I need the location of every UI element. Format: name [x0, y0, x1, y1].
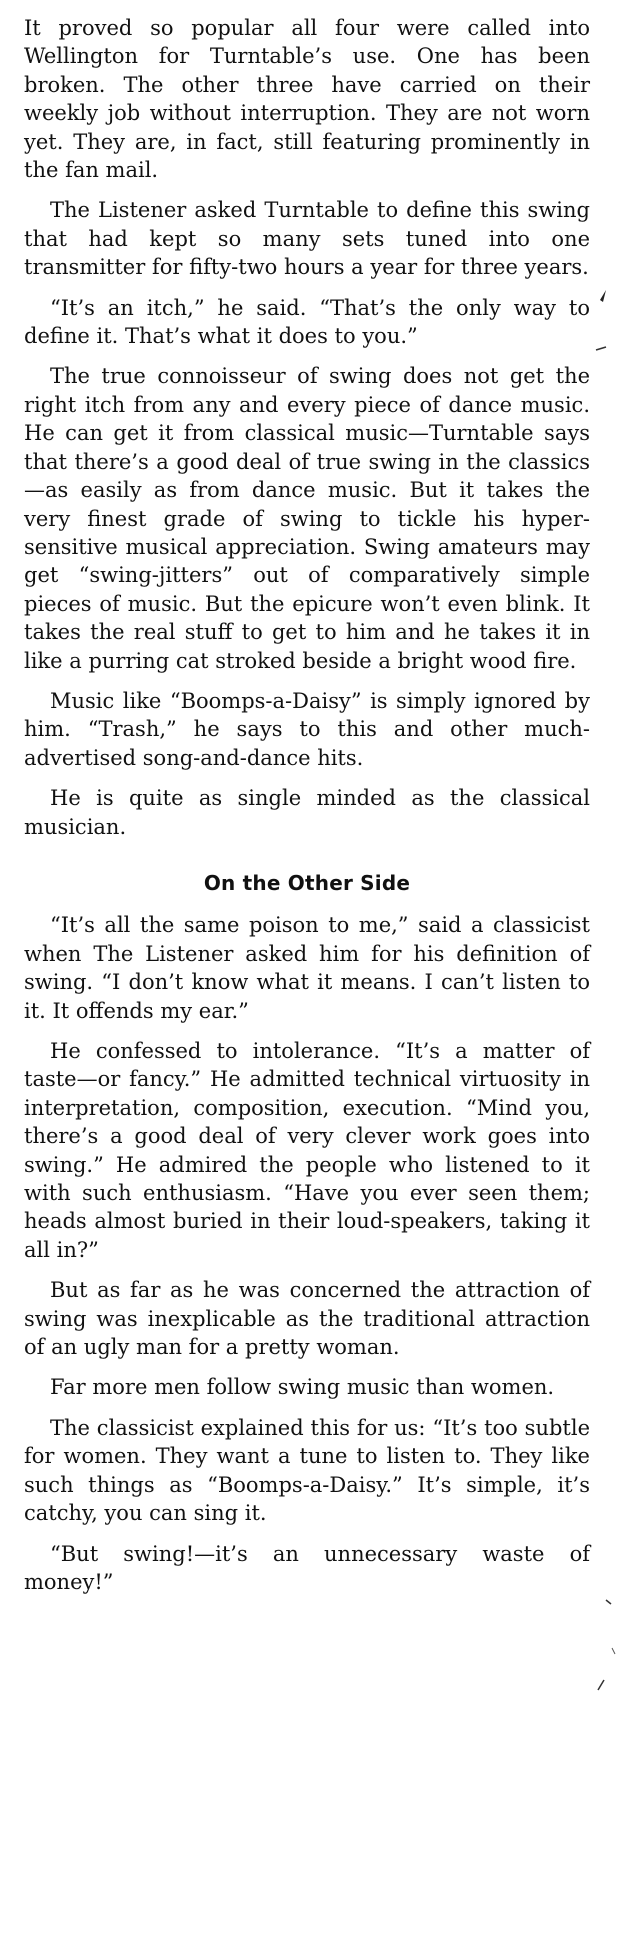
ink-speck [596, 347, 606, 350]
paragraph: He is quite as single minded as the classical musician. [24, 786, 590, 839]
paragraph: He confessed to intolerance. “It’s a matter of taste—or fancy.” He admitted technical virtuosity in interpretation, composition, execution. “Mind you, there’s a good deal of very clever work goes into swing.” He admired the people who listened to it with such enthusiasm. “Have you ever seen them; heads almost buried in their loud-speakers, taking it all in?” [24, 1039, 590, 1262]
paragraph: But as far as he was concerned the attraction of swing was inexplicable as the traditional attraction of an ugly man for a pretty woman. [24, 1278, 590, 1360]
paragraph: “But swing!—it’s an unnecessary waste of money!” [24, 1541, 590, 1594]
paragraph: The Listener asked Turntable to define this swing that had kept so many sets tuned into one transmitter for fifty-two hours a year for three years. [24, 198, 590, 280]
ink-speck [612, 1648, 615, 1654]
section-heading: On the Other Side [203, 870, 411, 895]
ink-speck [598, 1680, 604, 1690]
paragraph: The classicist explained this for us: “It’s too subtle for women. They want a tune to listen to. They like such things as “Boomps-a-Daisy.” It’s simple, it’s catchy, you can sing it. [24, 1415, 590, 1526]
article-column [24, 14, 590, 1608]
paragraph: Far more men follow swing music than women. [50, 1375, 555, 1400]
paragraph: Music like “Boomps-a-Daisy” is simply ignored by him. “Trash,” he says to this and other much-advertised song-and-dance hits. [24, 688, 590, 770]
paragraph: The true connoisseur of swing does not get the right itch from any and every piece of dance music. He can get it from classical music—Turntable says that there’s a good deal of true swing in the classics—as easily as from dance music. But it takes the very finest grade of swing to tickle his hyper-sensitive musical appreciation. Swing amateurs may get “swing-jitters” out of comparatively simple pieces of music. But the epicure won’t even blink. It takes the real stuff to get to him and he takes it in like a purring cat stroked beside a bright wood fire. [24, 364, 590, 673]
paragraph: It proved so popular all four were called into Wellington for Turntable’s use. One has been broken. The other three have carried on their weekly job without interruption. They are not worn yet. They are, in fact, still featuring prominently in the fan mail. [24, 16, 590, 183]
paragraph: “It’s an itch,” he said. “That’s the only way to define it. That’s what it does to you.” [24, 295, 590, 349]
ink-speck [600, 290, 606, 302]
ink-speck [606, 1600, 611, 1604]
paragraph: “It’s all the same poison to me,” said a classicist when The Listener asked him for his definition of swing. “I don’t know what it means. I can’t listen to it. It offends my ear.” [24, 913, 590, 1023]
